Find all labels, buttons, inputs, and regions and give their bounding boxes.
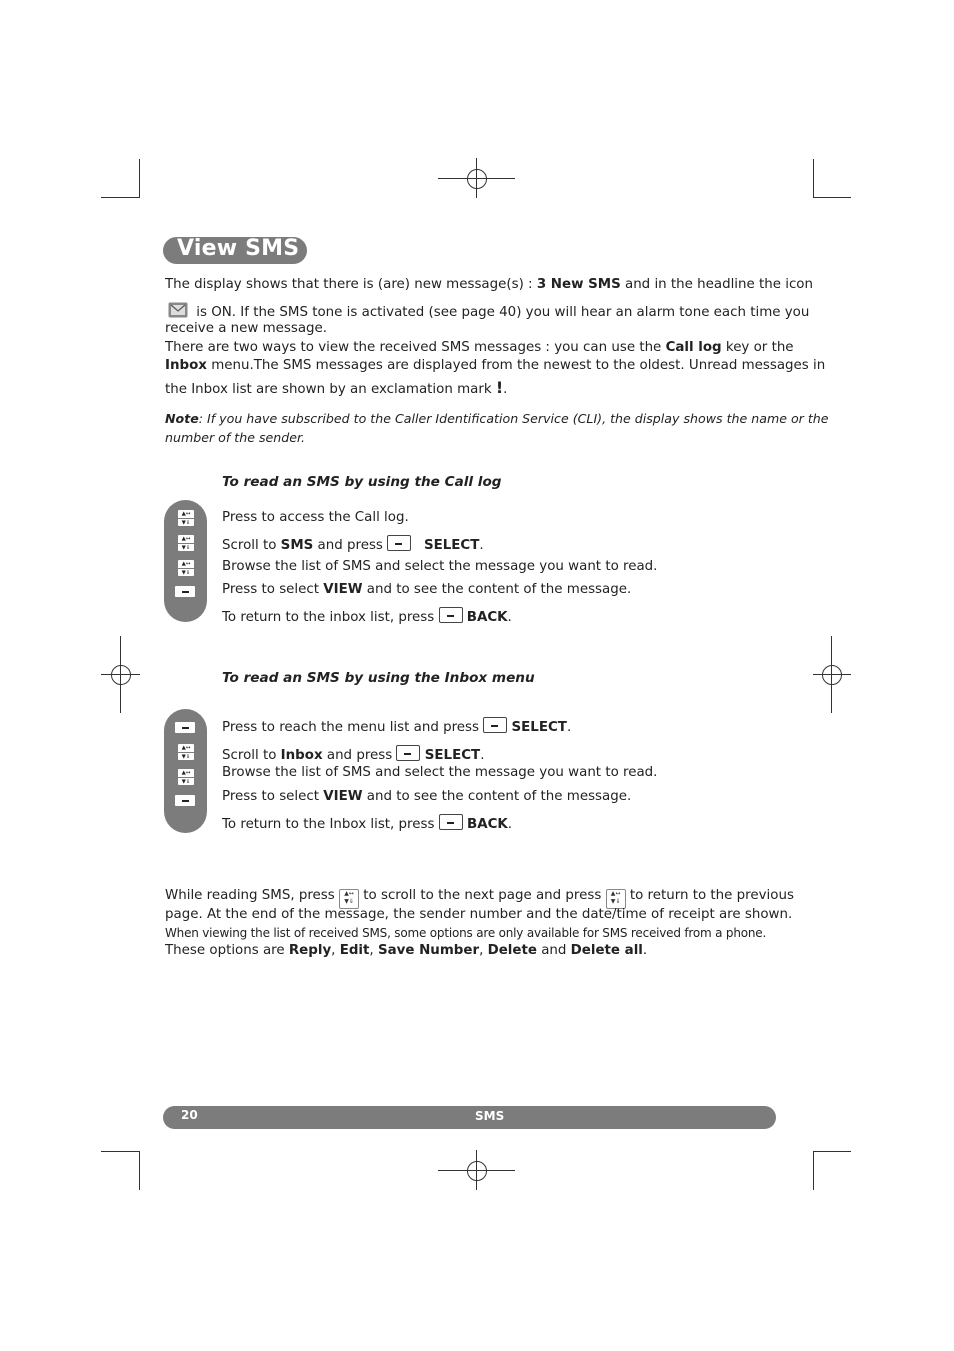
page-title: View SMS <box>177 236 300 261</box>
nav-key-icon: ▲↔ ▼⇓ <box>178 769 194 785</box>
inbox-step-5: To return to the Inbox list, press BACK. <box>222 814 512 832</box>
section-call-log-heading: To read an SMS by using the Call log <box>222 474 502 490</box>
intro-line-5: Inbox menu.The SMS messages are displayed from the newest to the oldest. Unread messages in <box>165 358 826 373</box>
select-key-icon <box>175 586 195 597</box>
softkey-icon <box>396 745 420 761</box>
call-log-step-1: Press to access the Call log. <box>222 510 409 525</box>
key-sequence-call-log <box>164 500 207 622</box>
intro-line-2: is ON. If the SMS tone is activated (see page 40) you will hear an alarm tone each time you <box>165 302 809 322</box>
section-inbox-heading: To read an SMS by using the Inbox menu <box>222 670 535 686</box>
inbox-step-1: Press to reach the menu list and press SELECT. <box>222 717 571 735</box>
closing-line-3: When viewing the list of received SMS, some options are only available for SMS received from a phone. <box>165 926 767 940</box>
scroll-up-key-icon: ▲↔ ▼⇓ <box>606 889 626 909</box>
select-key-icon <box>175 722 195 733</box>
nav-key-icon: ▲↔ ▼⇓ <box>178 510 194 526</box>
page-footer <box>163 1106 776 1129</box>
softkey-icon <box>439 607 463 623</box>
inbox-step-2: Scroll to Inbox and press SELECT. <box>222 745 484 763</box>
closing-line-2: page. At the end of the message, the sender number and the date/time of receipt are shown. <box>165 907 793 922</box>
softkey-icon <box>439 814 463 830</box>
intro-line-3: receive a new message. <box>165 321 328 336</box>
nav-key-icon: ▲↔ ▼⇓ <box>178 560 194 576</box>
call-log-step-3: Browse the list of SMS and select the message you want to read. <box>222 559 658 574</box>
intro-line-6: the Inbox list are shown by an exclamation mark !. <box>165 378 508 397</box>
nav-key-icon: ▲↔ ▼⇓ <box>178 535 194 551</box>
note-line-2: number of the sender. <box>165 430 306 445</box>
page-title-banner <box>163 237 307 264</box>
softkey-icon <box>387 535 411 551</box>
closing-line-1: While reading SMS, press ▲↔ ▼⇓ to scroll to the next page and press ▲↔ ▼⇓ to return to the previous <box>165 887 794 909</box>
key-sequence-inbox <box>164 709 207 833</box>
call-log-step-5: To return to the inbox list, press BACK. <box>222 607 512 625</box>
closing-line-4: These options are Reply, Edit, Save Number, Delete and Delete all. <box>165 943 648 958</box>
note-line-1: Note: If you have subscribed to the Caller Identification Service (CLI), the display shows the name or the <box>165 411 829 426</box>
inbox-step-3: Browse the list of SMS and select the message you want to read. <box>222 765 658 780</box>
call-log-step-2: Scroll to SMS and press SELECT. <box>222 535 484 553</box>
intro-line-4: There are two ways to view the received SMS messages : you can use the Call log key or the <box>165 340 794 355</box>
envelope-icon <box>168 302 188 318</box>
nav-key-icon: ▲↔ ▼⇓ <box>178 744 194 760</box>
exclamation-mark-icon: ! <box>495 378 504 397</box>
footer-section-title: SMS <box>475 1109 505 1123</box>
select-key-icon <box>175 795 195 806</box>
inbox-step-4: Press to select VIEW and to see the content of the message. <box>222 789 632 804</box>
scroll-down-key-icon: ▲↔ ▼⇓ <box>339 889 359 909</box>
call-log-step-4: Press to select VIEW and to see the content of the message. <box>222 582 632 597</box>
softkey-icon <box>483 717 507 733</box>
intro-line-1: The display shows that there is (are) new message(s) : 3 New SMS and in the headline the icon <box>165 277 813 292</box>
page-number: 20 <box>181 1108 198 1122</box>
